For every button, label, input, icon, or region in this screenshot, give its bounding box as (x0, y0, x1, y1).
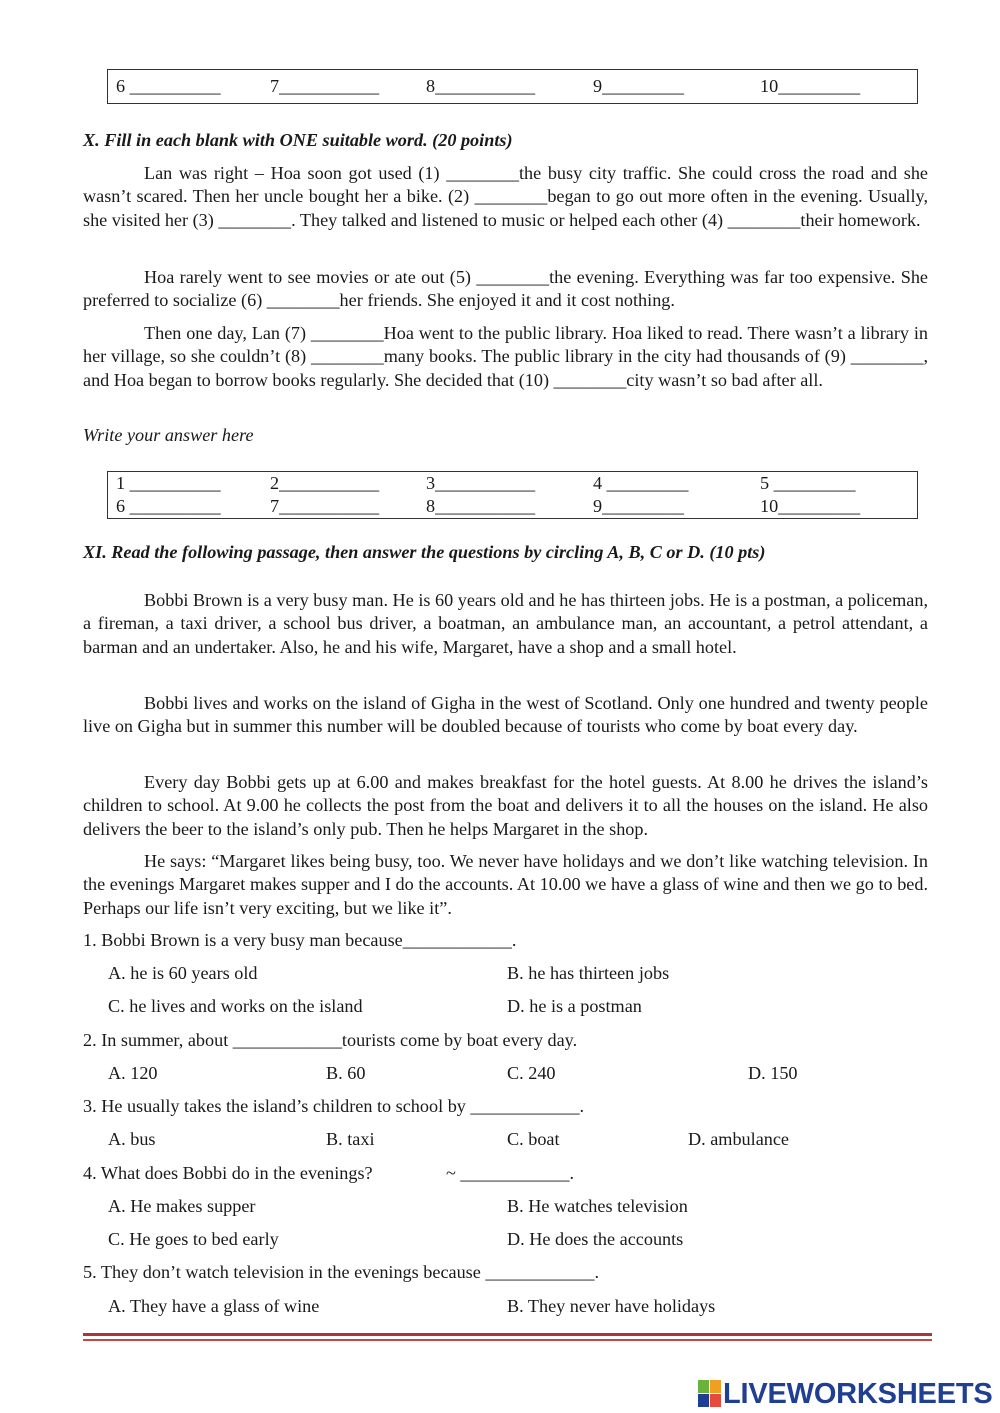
footer-rule-thick (83, 1333, 932, 1336)
section-x-paragraph-2: Hoa rarely went to see movies or ate out (5) ________the evening. Everything was far too expensive. She preferred to socialize (6) ________her friends. She enjoyed it and it cost nothing. (83, 267, 928, 311)
question-1-option-b[interactable]: B. he has thirteen jobs (507, 963, 670, 983)
question-1: 1. Bobbi Brown is a very busy man because____________. (83, 930, 517, 950)
answer-cell-10[interactable]: 10_________ (760, 76, 861, 96)
question-1-option-c[interactable]: C. he lives and works on the island (108, 996, 363, 1016)
section-x-heading: X. Fill in each blank with ONE suitable word. (20 points) (83, 130, 513, 150)
answer-cell-1[interactable]: 1 __________ (116, 473, 221, 493)
answer-cell-9[interactable]: 9_________ (593, 496, 684, 516)
question-4-option-d[interactable]: D. He does the accounts (507, 1229, 684, 1249)
question-5-option-b[interactable]: B. They never have holidays (507, 1296, 716, 1316)
answer-box-section-x (107, 471, 918, 519)
footer-rule-thin (83, 1339, 932, 1341)
question-4-option-a[interactable]: A. He makes supper (108, 1196, 256, 1216)
question-4: 4. What does Bobbi do in the evenings? (83, 1163, 373, 1183)
answer-cell-7[interactable]: 7___________ (270, 496, 380, 516)
section-xi-paragraph-1: Bobbi Brown is a very busy man. He is 60 years old and he has thirteen jobs. He is a postman, a policeman, a fireman, a taxi driver, a school bus driver, a boatman, an ambulance man, an accountant, a petrol attendant, a barman and an undertaker. Also, he and his wife, Margaret, have a shop and a small hotel. (83, 590, 928, 657)
question-3-option-c[interactable]: C. boat (507, 1129, 560, 1149)
question-4-option-c[interactable]: C. He goes to bed early (108, 1229, 279, 1249)
answer-cell-7[interactable]: 7___________ (270, 76, 380, 96)
answer-box-top (107, 69, 918, 104)
section-xi-paragraph-3: Every day Bobbi gets up at 6.00 and makes breakfast for the hotel guests. At 8.00 he drives the island’s children to school. At 9.00 he collects the post from the boat and delivers it to all the houses on the island. He also delivers the beer to the island’s only pub. Then he helps Margaret in the shop. (83, 772, 928, 839)
section-x-paragraph-1: Lan was right – Hoa soon got used (1) ________the busy city traffic. She could cross the road and she wasn’t scared. Then her uncle bought her a bike. (2) ________began to go out more often in the evening. Usually, she visited her (3) ________. They talked and listened to music or helped each other (4) ________their homework. (83, 163, 928, 230)
question-5: 5. They don’t watch television in the evenings because ____________. (83, 1262, 600, 1282)
question-3: 3. He usually takes the island’s children to school by ____________. (83, 1096, 585, 1116)
question-2: 2. In summer, about ____________tourists come by boat every day. (83, 1030, 578, 1050)
liveworksheets-logo-icon (698, 1380, 722, 1408)
question-2-option-c[interactable]: C. 240 (507, 1063, 556, 1083)
answer-cell-2[interactable]: 2___________ (270, 473, 380, 493)
section-xi-paragraph-4: He says: “Margaret likes being busy, too. We never have holidays and we don’t like watching television. In the evenings Margaret makes supper and I do the accounts. At 10.00 we have a glass of wine and then we go to bed. Perhaps our life isn’t very exciting, but we like it”. (83, 851, 928, 918)
answer-cell-8[interactable]: 8___________ (426, 496, 536, 516)
question-2-option-b[interactable]: B. 60 (326, 1063, 366, 1083)
section-xi-paragraph-2: Bobbi lives and works on the island of Gigha in the west of Scotland. Only one hundred and twenty people live on Gigha but in summer this number will be doubled because of tourists who come by boat every day. (83, 693, 928, 737)
question-4-option-b[interactable]: B. He watches television (507, 1196, 688, 1216)
question-4-answer-blank[interactable]: ~ ____________. (446, 1163, 575, 1183)
answer-cell-9[interactable]: 9_________ (593, 76, 684, 96)
question-3-option-b[interactable]: B. taxi (326, 1129, 375, 1149)
section-xi-heading: XI. Read the following passage, then answer the questions by circling A, B, C or D. (10 pts) (83, 542, 766, 562)
question-2-option-d[interactable]: D. 150 (748, 1063, 798, 1083)
question-1-option-a[interactable]: A. he is 60 years old (108, 963, 258, 983)
answer-cell-5[interactable]: 5 _________ (760, 473, 856, 493)
answer-cell-6[interactable]: 6 __________ (116, 76, 221, 96)
question-1-option-d[interactable]: D. he is a postman (507, 996, 642, 1016)
question-5-option-a[interactable]: A. They have a glass of wine (108, 1296, 320, 1316)
answer-cell-4[interactable]: 4 _________ (593, 473, 689, 493)
answer-cell-3[interactable]: 3___________ (426, 473, 536, 493)
answer-cell-6[interactable]: 6 __________ (116, 496, 221, 516)
liveworksheets-logo-text[interactable]: LIVEWORKSHEETS (723, 1378, 993, 1410)
question-3-option-a[interactable]: A. bus (108, 1129, 156, 1149)
question-2-option-a[interactable]: A. 120 (108, 1063, 158, 1083)
section-x-paragraph-3: Then one day, Lan (7) ________Hoa went to the public library. Hoa liked to read. There wasn’t a library in her village, so she couldn’t (8) ________many books. The public library in the city had thousands of (9) ________, and Hoa began to borrow books regularly. She decided that (10) ________city wasn’t so bad after all. (83, 323, 928, 390)
answer-cell-10[interactable]: 10_________ (760, 496, 861, 516)
write-answer-prompt: Write your answer here (83, 425, 254, 445)
question-3-option-d[interactable]: D. ambulance (688, 1129, 789, 1149)
answer-cell-8[interactable]: 8___________ (426, 76, 536, 96)
